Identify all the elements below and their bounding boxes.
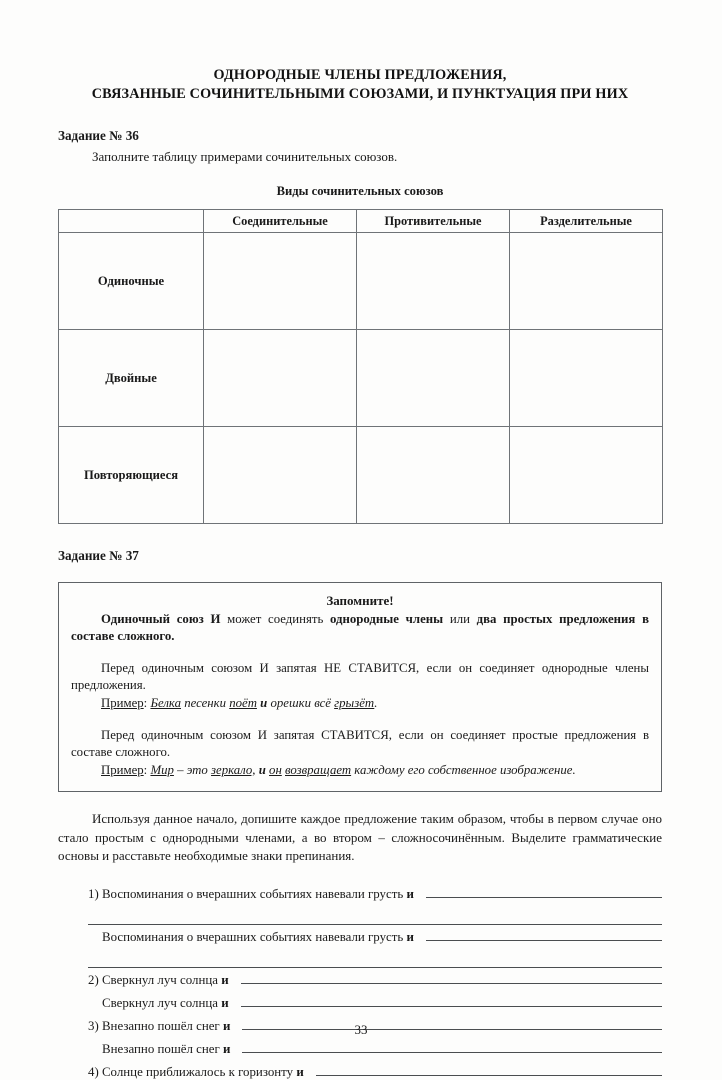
exercise-4-sentence-a: [58, 1065, 304, 1080]
remember-title: Запомните!: [326, 593, 394, 608]
exercise-2-text-a: 2) Сверкнул луч солнца: [88, 972, 218, 987]
example-part-end: .: [572, 762, 576, 777]
exercise-line: [58, 1037, 662, 1060]
table-row: [59, 427, 663, 524]
table-cell-answer[interactable]: [357, 330, 510, 427]
table-cell-answer[interactable]: [510, 330, 663, 427]
exercise-1-sentence-b: [58, 930, 414, 945]
table-cell-answer[interactable]: [357, 233, 510, 330]
exercise-1-text-b: Воспоминания о вчерашних событиях навевали грусть: [102, 929, 404, 944]
exercise-item-1: [58, 882, 662, 968]
table-cell-answer[interactable]: [204, 233, 357, 330]
page-content: [58, 0, 662, 1083]
exercise-2-text-b: Сверкнул луч солнца: [102, 995, 219, 1010]
example-part-subject-1: Мир: [150, 762, 174, 777]
exercise-3-text-b: Внезапно пошёл снег: [102, 1041, 220, 1056]
exercise-2-sentence-a: [58, 973, 229, 988]
exercise-3-answer-blank-b[interactable]: [242, 1037, 662, 1053]
exercise-2-answer-blank-a[interactable]: [241, 968, 662, 984]
example-part-plain-2: каждому его собственное изображение: [351, 762, 573, 777]
table-row: [59, 233, 663, 330]
table-row-label-repeating: Повторяющиеся: [59, 427, 204, 524]
exercise-3-conjunction-a: и: [222, 1018, 231, 1033]
exercise-line: [58, 925, 662, 948]
example-separator: :: [143, 695, 151, 710]
table-row-label-double: Двойные: [59, 330, 204, 427]
exercise-1-continuation-rule-a[interactable]: [88, 905, 662, 925]
table-caption: Виды сочинительных союзов: [276, 184, 444, 198]
remember-box: [58, 582, 662, 792]
example-part-predicate-1: поёт: [229, 695, 257, 710]
example-part-predicate-2: возвращает: [285, 762, 352, 777]
remember-rule-1-text: Перед одиночным союзом И запятая НЕ СТАВИТСЯ, если он соединяет однородные члены предложения.: [71, 660, 649, 693]
exercise-3-conjunction-b: и: [223, 1041, 231, 1056]
example-separator: :: [143, 762, 151, 777]
table-header-corner: [59, 210, 204, 233]
example-part-conjunction: и: [260, 695, 268, 710]
exercise-item-4: [58, 1060, 662, 1083]
exercise-line: [58, 968, 662, 991]
conjunction-types-table: [58, 209, 663, 524]
example-label: Пример: [101, 762, 144, 777]
exercise-2-sentence-b: [58, 996, 229, 1011]
remember-intro-paragraph: [71, 611, 649, 646]
table-header-disjunctive: Разделительные: [510, 210, 663, 233]
example-part-plain-1: песенки: [181, 695, 230, 710]
task-37-heading: Задание № 37: [58, 548, 139, 563]
remember-rule-2-text: Перед одиночным союзом И запятая СТАВИТСЯ, если он соединяет простые предложения в составе сложного.: [71, 727, 649, 760]
task-36-instruction: Заполните таблицу примерами сочинительных союзов.: [92, 149, 398, 164]
example-part-plain-2: орешки всё: [267, 695, 335, 710]
exercise-item-2: [58, 968, 662, 1014]
table-row-label-single: Одиночные: [59, 233, 204, 330]
exercise-1-sentence-a: [58, 887, 414, 902]
table-row: [59, 330, 663, 427]
remember-intro-bold-3: два простых предложения в составе сложного.: [71, 611, 649, 644]
exercise-2-conjunction-b: и: [221, 995, 229, 1010]
exercise-line: [58, 1060, 662, 1083]
example-part-subject: Белка: [150, 695, 181, 710]
exercise-list: [58, 882, 662, 1083]
remember-intro-plain-2: или: [443, 611, 477, 626]
table-header-connective: Соединительные: [204, 210, 357, 233]
remember-rule-2-example: [71, 762, 649, 780]
table-cell-answer[interactable]: [510, 233, 663, 330]
remember-intro-plain-1: может соединять: [220, 611, 331, 626]
table-cell-answer[interactable]: [204, 427, 357, 524]
exercise-1-text-a: 1) Воспоминания о вчерашних событиях навевали грусть: [88, 886, 404, 901]
page-number: 33: [354, 1022, 368, 1037]
exercise-4-conjunction-a: и: [296, 1064, 304, 1079]
remember-intro-bold-2: однородные члены: [330, 611, 444, 626]
table-cell-answer[interactable]: [357, 427, 510, 524]
table-header-row: [59, 210, 663, 233]
example-part-end: .: [374, 695, 378, 710]
example-label: Пример: [101, 695, 144, 710]
exercise-4-answer-blank-a[interactable]: [316, 1060, 662, 1076]
exercise-2-answer-blank-b[interactable]: [241, 991, 662, 1007]
page-title: [58, 66, 662, 104]
exercise-line: [58, 882, 662, 905]
exercise-1-conjunction-a: и: [406, 886, 414, 901]
table-header-adversative: Противительные: [357, 210, 510, 233]
example-part-predicate-1: зеркало,: [211, 762, 256, 777]
exercise-line: [58, 991, 662, 1014]
remember-intro-bold-1: Одиночный союз И: [101, 611, 221, 626]
table-cell-answer[interactable]: [510, 427, 663, 524]
exercise-1-conjunction-b: и: [406, 929, 414, 944]
example-part-predicate-2: грызёт: [334, 695, 375, 710]
task-36-heading: Задание № 36: [58, 128, 139, 143]
exercise-4-text-a: 4) Солнце приближалось к горизонту: [88, 1064, 294, 1079]
example-part-plain-1: – это: [173, 762, 212, 777]
exercise-1-answer-blank-a[interactable]: [426, 882, 662, 898]
exercise-3-sentence-b: [58, 1042, 230, 1057]
table-cell-answer[interactable]: [204, 330, 357, 427]
exercise-1-answer-blank-b[interactable]: [426, 925, 662, 941]
exercise-2-conjunction-a: и: [221, 972, 229, 987]
example-part-conjunction: и: [258, 762, 266, 777]
exercise-3-text-a: 3) Внезапно пошёл снег: [88, 1018, 220, 1033]
remember-rule-1-example: [71, 695, 649, 713]
example-part-subject-2: он: [269, 762, 282, 777]
page-title-line-2: СВЯЗАННЫЕ СОЧИНИТЕЛЬНЫМИ СОЮЗАМИ, И ПУНКТУАЦИЯ ПРИ НИХ: [91, 86, 629, 102]
exercise-1-continuation-rule-b[interactable]: [88, 948, 662, 968]
page-title-line-1: ОДНОРОДНЫЕ ЧЛЕНЫ ПРЕДЛОЖЕНИЯ,: [213, 67, 507, 83]
task-37-instruction: Используя данное начало, допишите каждое предложение таким образом, чтобы в первом случае оно стало простым с однородными членами, а во втором – сложносочинённым. Выделите грамматические основы и расставьте необходимые знаки препинания.: [58, 811, 662, 864]
